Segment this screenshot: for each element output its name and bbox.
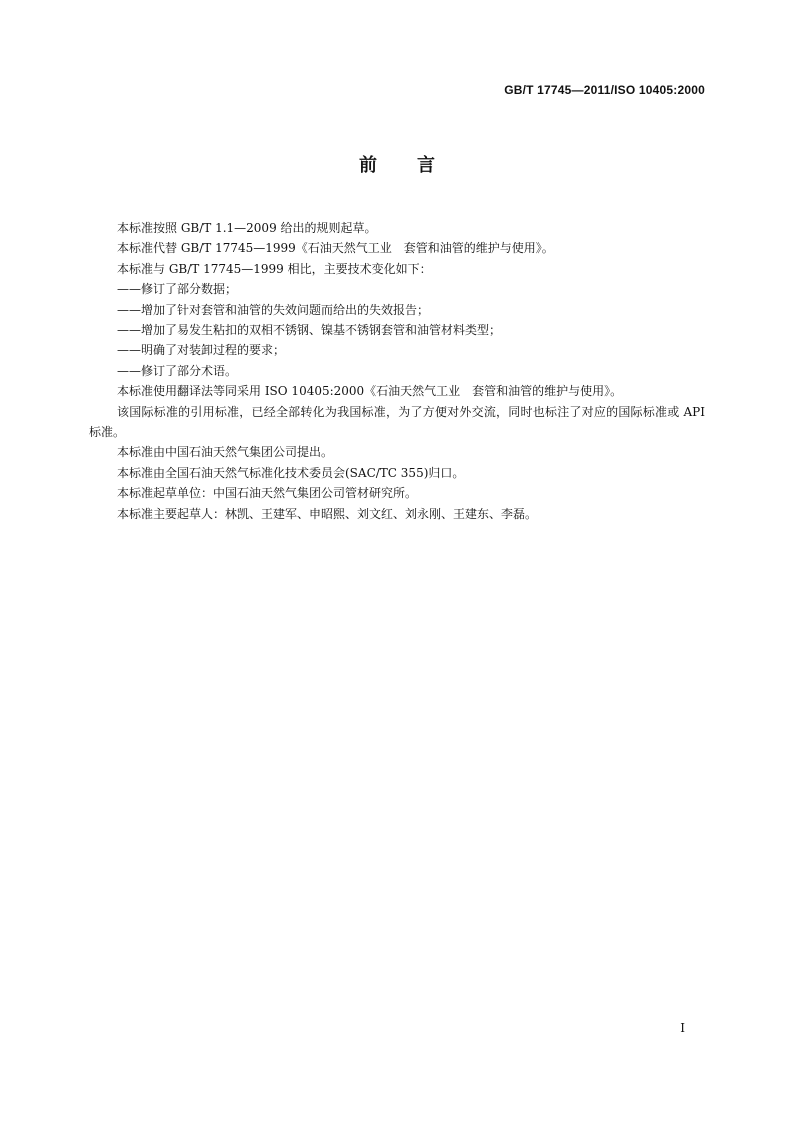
list-item-change-2: ——增加了针对套管和油管的失效问题而给出的失效报告；: [117, 302, 430, 317]
paragraph-replaces: 本标准代替 GB/T 17745—1999《石油天然气工业 套管和油管的维护与使用》。: [117, 241, 554, 256]
paragraph-translation: 本标准使用翻译法等同采用 ISO 10405:2000《石油天然气工业 套管和油管的维护与使用》。: [117, 384, 623, 399]
paragraph-changes-intro: 本标准与 GB/T 17745—1999 相比，主要技术变化如下：: [117, 261, 432, 276]
page-title: 前言: [359, 155, 475, 176]
paragraph-drafters: 本标准主要起草人：林凯、王建军、申昭熙、刘文红、刘永刚、王建东、李磊。: [117, 506, 538, 521]
list-item-change-4: ——明确了对装卸过程的要求；: [117, 343, 286, 358]
list-item-change-1: ——修订了部分数据；: [117, 282, 238, 297]
list-item-change-3: ——增加了易发生粘扣的双相不锈钢、镍基不锈钢套管和油管材料类型；: [117, 323, 502, 338]
standard-code-header: GB/T 17745—2011/ISO 10405:2000: [504, 83, 705, 97]
paragraph-drafting-unit: 本标准起草单位：中国石油天然气集团公司管材研究所。: [117, 486, 418, 501]
foreword-body: [89, 218, 705, 524]
page-number: I: [680, 1021, 685, 1035]
list-item-change-5: ——修订了部分术语。: [117, 363, 238, 378]
paragraph-references: 该国际标准的引用标准，已经全部转化为我国标准，为了方便对外交流，同时也标注了对应的国际标准或 API 标准。: [89, 404, 705, 440]
paragraph-drafting-rules: 本标准按照 GB/T 1.1—2009 给出的规则起草。: [117, 221, 377, 235]
paragraph-committee: 本标准由全国石油天然气标准化技术委员会(SAC/TC 355)归口。: [117, 465, 465, 480]
paragraph-proposer: 本标准由中国石油天然气集团公司提出。: [117, 445, 334, 460]
